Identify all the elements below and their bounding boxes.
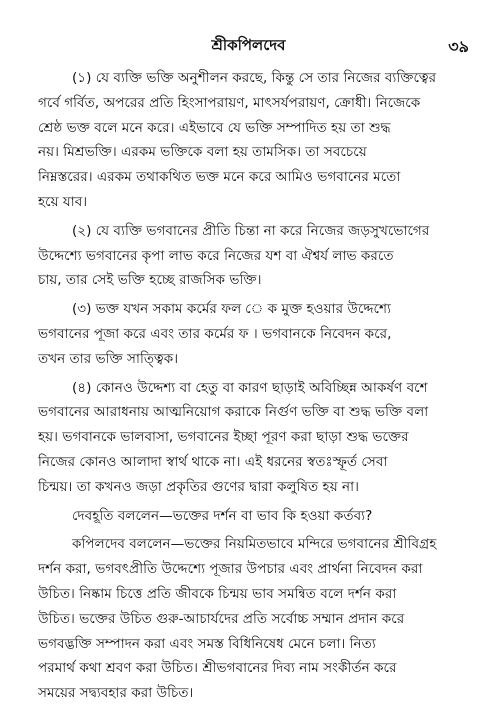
page-header xyxy=(0,34,497,58)
running-title: শ্রীকপিলদেব xyxy=(211,36,286,54)
paragraph-nirguna xyxy=(38,376,468,500)
text-line: হয়ে যাব। xyxy=(38,193,88,210)
text-line: ভগবদ্ভক্তি সম্পাদন করা এবং সমস্ত বিধিনিষেধ মেনে চলা। নিত্য xyxy=(38,635,376,652)
text-line: (৩) ভক্ত যখন সকাম কর্মের ফল ে ক মুক্ত হওয়ার উদ্দেশ্যে xyxy=(72,301,391,318)
text-line: (১) যে ব্যক্তি ভক্তি অনুশীলন করছে, কিন্তু সে তার নিজের ব্যক্তিত্বের xyxy=(72,70,437,86)
text-line: উদ্দেশ্যে ভগবানের কৃপা লাভ করে নিজের যশ বা ঐশ্বর্য লাভ করতে xyxy=(38,247,394,264)
text-line: (২) যে ব্যক্তি ভগবানের প্রীতি চিন্তা না করে নিজের জড়সুখভোগের xyxy=(72,222,430,239)
paragraph-sattvic xyxy=(38,297,468,371)
text-line: নিম্নস্তরের। এরকম তথাকথিত ভক্ত মনে করে আমিও ভগবানের মতো xyxy=(38,169,401,186)
paragraph-rajasic xyxy=(38,219,468,293)
text-line: কপিলদেব বললেন—ভক্তের নিয়মিতভাবে মন্দিরে ভগবানের শ্রীবিগ্রহ xyxy=(72,536,437,553)
text-line: শ্রেষ্ঠ ভক্ত বলে মনে করে। এইভাবে যে ভক্তি সম্পাদিত হয় তা শুদ্ধ xyxy=(38,119,391,136)
paragraph-tamasic xyxy=(38,66,468,215)
text-line: নয়। মিশ্রভক্তি। এরকম ভক্তিকে বলা হয় তামসিক। তা সবচেয়ে xyxy=(38,144,367,161)
text-line: গর্বে গর্বিত, অপরের প্রতি হিংসাপরায়ণ, মাৎসর্যপরায়ণ, ক্রোধী। নিজেকে xyxy=(38,94,421,111)
text-line: ভগবানের পূজা করে এবং তার কর্মের ফ । ভগবানকে নিবেদন করে, xyxy=(38,325,392,342)
text-line: তখন তার ভক্তি সাত্ত্বিক। xyxy=(38,350,179,367)
page-number: ৩৯ xyxy=(448,37,469,56)
text-line: চায়, তার সেই ভক্তি হচ্ছে রাজসিক ভক্তি। xyxy=(38,272,262,289)
text-line: উচিত। ভক্তের উচিত গুরু-আচার্যদের প্রতি সর্বোচ্চ সম্মান প্রদান করে xyxy=(38,610,405,627)
paragraph-kapila-answer xyxy=(38,532,468,706)
text-line: (৪) কোনও উদ্দেশ্য বা হেতু বা কারণ ছাড়াই অবিচ্ছিন্ন আকর্ষণ বশে xyxy=(72,379,428,396)
text-line: পরমার্থ কথা শ্রবণ করা উচিত। শ্রীভগবানের দিব্য নাম সংকীর্তন করে xyxy=(38,660,397,677)
text-line: চিন্ময়। তা কখনও জড়া প্রকৃতির গুণের দ্বারা কলুষিত হয় না। xyxy=(38,478,359,495)
text-line: দর্শন করা, ভগবৎপ্রীতি উদ্দেশ্যে পূজার উপচার এবং প্রার্থনা নিবেদন করা xyxy=(38,561,423,578)
text-line: উচিত। নিষ্কাম চিত্তে প্রতি জীবকে চিন্ময় ভাব সমন্বিত বলে দর্শন করা xyxy=(38,585,397,602)
body-text xyxy=(38,66,468,710)
text-line: ভগবানের আরাধনায় আত্মনিয়োগ করাকে নির্গুণ ভক্তি বা শুদ্ধ ভক্তি বলা xyxy=(38,404,429,421)
text-line: সময়ের সদ্ব্যবহার করা উচিত। xyxy=(38,685,194,702)
text-line: হয়। ভগবানকে ভালবাসা, ভগবানের ইচ্ছা পূরণ করা ছাড়া শুদ্ধ ভক্তের xyxy=(38,429,409,446)
text-line: নিজের কোনও আলাদা স্বার্থ থাকে না। এই ধরনের স্বতঃস্ফূর্ত সেবা xyxy=(38,453,388,470)
paragraph-devahuti-question xyxy=(38,504,468,529)
text-line: দেবহূতি বললেন—ভক্তের দর্শন বা ভাব কি হওয়া কর্তব্য? xyxy=(72,507,373,524)
